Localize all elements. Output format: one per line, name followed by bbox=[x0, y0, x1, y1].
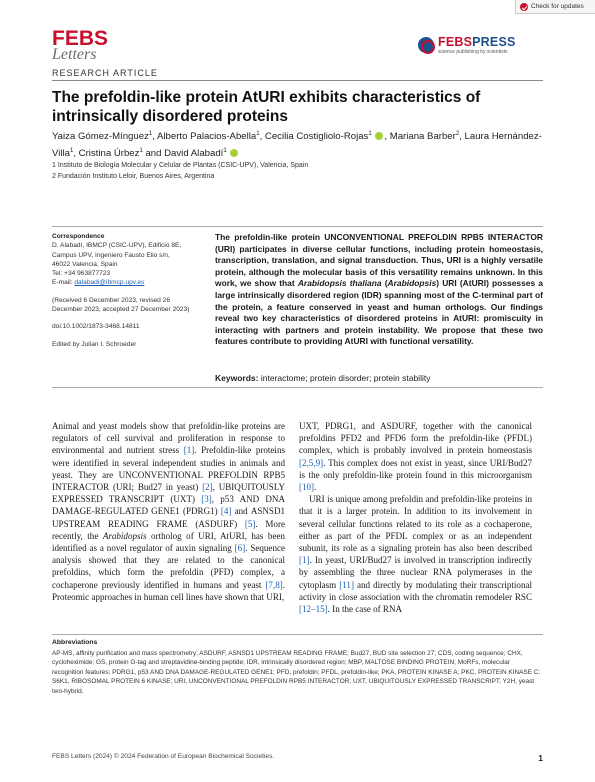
article-title: The prefoldin-like protein AtURI exhibits characteristics of intrinsically disordered proteins bbox=[52, 89, 481, 125]
keywords-label: Keywords: bbox=[215, 373, 259, 383]
body-text: . This complex does not exist in yeast, since URI/Bud27 is the only prefoldin-like protein found in this microorganism bbox=[299, 457, 532, 480]
abstract-text: ( bbox=[381, 278, 388, 289]
body-text: and bbox=[231, 506, 251, 517]
author-affiliation-marker: 1 bbox=[223, 148, 227, 155]
affiliation-1: 1 Instituto de Biología Molecular y Celular de Plantas (CSIC-UPV), Valencia, Spain bbox=[52, 162, 309, 169]
body-text: . In yeast, URI/Bud27 is involved in transcription indirectly by assembling the three nuclear RNA polymerases in the cytoplasm bbox=[299, 555, 532, 590]
email-link[interactable]: dalabadi@ibmcp.upv.es bbox=[74, 279, 145, 287]
phone-line: Tel: +34 963877723 bbox=[52, 270, 111, 278]
publisher-name bbox=[438, 36, 516, 49]
abbreviations-text: AP-MS, affinity purification and mass spectrometry; ASDURF, ASNSD1 UPSTREAM READING FRAME; Bud27, BUD site selection 27; CDS, coding sequence; CHX, cycloheximide; GS, protein G-tag and streptavidine-binding peptide; IDR, intrinsically disordered region; MBP, MALTOSE BINDING PROTEIN; MoRFs, molecular recognition features; PDRG1, p53 AND DNA DAMAGE-REGULATED GENE1; PFD, prefoldin; PFDL, prefoldin-like; PKA, PROTEIN KINASE A; PKC, PROTEIN KINASE C; S6K1, RIBOSOMAL PROTEIN 6 KINASE; URI, UNCONVENTIONAL PREFOLDIN RPB5 INTERACTOR; UXT, UBIQUITOUSLY EXPRESSED TRANSCRIPT; Y2H, yeast two-hybrid. bbox=[52, 649, 541, 695]
doi[interactable]: doi:10.1002/1873-3468.14811 bbox=[52, 323, 140, 331]
body-text: (URI; Bud27 in yeast) bbox=[109, 482, 203, 493]
author-name: Cristina Úrbez bbox=[78, 148, 140, 160]
abbreviations-heading: Abbreviations bbox=[52, 639, 98, 646]
reference-link[interactable]: [4] bbox=[220, 506, 232, 517]
author-affiliation-marker: 1 bbox=[139, 148, 143, 155]
publisher-name-b: PRESS bbox=[472, 35, 516, 49]
author-affiliation-marker: 1 bbox=[368, 131, 372, 137]
species-name: Arabidopsis bbox=[102, 530, 147, 541]
header-divider bbox=[52, 80, 543, 81]
abbreviations-divider bbox=[52, 634, 543, 635]
abstract-genus: Arabidopsis bbox=[387, 278, 437, 289]
author-affiliation-marker: 1 bbox=[69, 148, 74, 155]
paragraph bbox=[299, 420, 532, 493]
address-line: Campus UPV, Ingeniero Fausto Elio s/n, bbox=[52, 251, 170, 259]
body-text: , p53 AND bbox=[211, 494, 266, 505]
body-text: . bbox=[314, 482, 317, 493]
publisher-name-a: FEBS bbox=[438, 35, 473, 49]
abstract bbox=[215, 232, 543, 348]
publisher-tagline: science publishing by scientists bbox=[438, 48, 508, 55]
journal-logo-letters: Letters bbox=[52, 46, 97, 63]
author-list: Yaiza Gómez-Mínguez$^1$, Alberto Palacios-Abella$^1$, Cecilia Costigliolo-Rojas$^1$ , Mariana Barber$^2$, Laura Hernández-Villa$^1$, Cristina Úrbez$^1$ and David Alabadí$^1$ bbox=[52, 131, 542, 160]
editor-note: Edited by Julian I. Schroeder bbox=[52, 340, 137, 348]
affiliations bbox=[52, 160, 543, 182]
author-affiliation-marker: 2 bbox=[455, 131, 460, 137]
article-type: RESEARCH ARTICLE bbox=[52, 68, 158, 78]
author-name: Laura Hernández-Villa bbox=[52, 131, 542, 160]
body-text: and directly by modulating their transcriptional activity in close association with the chromatin remodeler RSC bbox=[299, 579, 532, 602]
body-text: Animal and yeast models show that prefoldin-like proteins are regulators of cell survival and proliferation in response to environmental and nutrient stress bbox=[52, 421, 285, 456]
febs-press-icon bbox=[418, 37, 434, 53]
check-for-updates-button[interactable] bbox=[515, 0, 595, 14]
address-line: D. Alabadí, IBMCP (CSIC-UPV), Edificio 8E, bbox=[52, 242, 182, 250]
author[interactable] bbox=[157, 131, 260, 142]
body-text: (PDRG1) bbox=[179, 506, 221, 517]
author[interactable] bbox=[52, 131, 152, 142]
author-name: Alberto Palacios-Abella bbox=[157, 131, 257, 143]
reference-link[interactable]: [2,5,9] bbox=[299, 457, 324, 468]
reference-link[interactable]: [1] bbox=[299, 555, 310, 566]
abbreviations bbox=[52, 638, 543, 697]
body-text: URI is unique among prefoldin and prefoldin-like proteins in that it is a larger protein. In addition to its involvement in several cellular functions related to its role as a cochaperone, either as part of the PFDL complex or as an independent subunit, its role as a signaling protein has also been described bbox=[299, 494, 532, 554]
reference-link[interactable]: [12–15] bbox=[299, 604, 328, 615]
author[interactable] bbox=[164, 148, 239, 159]
received-dates: (Received 6 December 2023, revised 26 December 2023, accepted 27 December 2023) bbox=[52, 296, 190, 314]
abstract-text: The prefoldin-like protein UNCONVENTIONAL PREFOLDIN RPB5 INTERACTOR (URI) participates in diverse cellular functions, including protein homeostasis, transcription, translation, and signal transduction. Thus, URI is a highly versatile protein, although the molecular basis of this versatility remains unknown. In this work, we show that bbox=[215, 232, 543, 289]
body-text: . Sequence analysis showed that they are related to the canonical prefoldins, which form the prefoldin (PFD) complex, a cochaperone previously identified in humans and yeast bbox=[52, 543, 286, 590]
author-name: Cecilia Costigliolo-Rojas bbox=[264, 131, 369, 143]
body-text: (ASDURF) bbox=[187, 518, 245, 529]
keywords-text: interactome; protein disorder; protein stability bbox=[260, 373, 431, 383]
author-affiliation-marker: 1 bbox=[256, 131, 260, 137]
paragraph bbox=[299, 493, 532, 615]
abstract-divider bbox=[52, 387, 543, 388]
correspondence-heading: Correspondence bbox=[52, 233, 105, 240]
orcid-icon[interactable] bbox=[375, 132, 383, 140]
address-line: 46022 Valencia, Spain bbox=[52, 260, 118, 268]
body-column-right bbox=[299, 420, 532, 615]
reference-link[interactable]: [10] bbox=[299, 482, 315, 493]
reference-link[interactable]: [1] bbox=[183, 445, 195, 456]
orcid-icon[interactable] bbox=[230, 149, 238, 157]
body-text: (UXT) bbox=[164, 494, 202, 505]
body-text: , bbox=[212, 482, 219, 493]
author[interactable] bbox=[265, 131, 384, 142]
abstract-text: ) URI (AtURI) possesses a large intrinsically disordered region (IDR) spanning most of the C-terminal part of the protein, a feature conserved in yeast and human orthologs. Our findings reveal two key characteristics of disordered proteins in AtURI: promiscuity in interacting with partners and protein instability. We propose that these two features contribute to providing AtURI with functional versatility. bbox=[215, 278, 544, 347]
gene-name: UNCONVENTIONAL PREFOLDIN RPB5 INTERACTOR bbox=[52, 469, 285, 493]
reference-link[interactable]: [6] bbox=[234, 543, 246, 554]
check-updates-label: Check for updates bbox=[531, 3, 584, 10]
reference-link[interactable]: [11] bbox=[339, 579, 354, 590]
reference-link[interactable]: [2] bbox=[202, 482, 213, 493]
reference-link[interactable]: [3] bbox=[201, 494, 212, 505]
author[interactable] bbox=[79, 148, 143, 159]
article-sidebar bbox=[52, 232, 202, 357]
author-name: David Alabadí bbox=[164, 148, 224, 160]
gene-name: UBIQUITOUSLY EXPRESSED TRANSCRIPT bbox=[52, 482, 285, 505]
body-text: ortholog of URI, AtURI, has been identified as a novel regulator of auxin signaling bbox=[52, 530, 285, 554]
publisher-logo bbox=[418, 36, 516, 55]
body-text: . Proteomic approaches in human cell lines have shown that URI, bbox=[52, 579, 285, 602]
check-updates-icon bbox=[520, 3, 528, 11]
abstract-species: Arabidopsis thaliana bbox=[297, 278, 382, 289]
body-text: . In the case of RNA bbox=[327, 604, 403, 615]
author-affiliation-marker: 1 bbox=[148, 131, 153, 137]
keywords bbox=[215, 373, 543, 383]
reference-link[interactable]: [7,8] bbox=[265, 579, 283, 590]
affiliation-2: 2 Fundación Instituto Leloir, Buenos Aires, Argentina bbox=[52, 173, 215, 180]
author-name: Mariana Barber bbox=[389, 131, 456, 143]
journal-logo-febs: FEBS bbox=[52, 27, 109, 50]
page-footer bbox=[52, 753, 543, 763]
footer-copyright: FEBS Letters (2024) © 2024 Federation of European Biochemical Societies. bbox=[52, 753, 275, 760]
section-divider bbox=[52, 226, 543, 227]
body-text: UXT, PDRG1, and ASDURF, together with the canonical prefoldins PFD2 and PFD6 form the prefoldin-like (PFDL) complex, which is probably involved in protein homeostasis bbox=[299, 421, 532, 456]
gene-name: DNA DAMAGE-REGULATED GENE1 bbox=[52, 494, 285, 517]
body-text: . Prefoldin-like proteins were identified in several independent studies in animals and yeast. They are bbox=[52, 445, 285, 480]
reference-link[interactable]: [5] bbox=[244, 518, 256, 529]
email-label: E-mail: bbox=[52, 279, 73, 287]
gene-name: ASNSD1 UPSTREAM READING FRAME bbox=[52, 506, 285, 529]
body-text: . More recently, the bbox=[52, 518, 285, 541]
journal-logo bbox=[52, 28, 108, 63]
page-number: 1 bbox=[538, 753, 543, 763]
author[interactable] bbox=[390, 131, 459, 142]
body-column-left bbox=[52, 420, 285, 603]
author-name: Yaiza Gómez-Mínguez bbox=[52, 131, 149, 143]
